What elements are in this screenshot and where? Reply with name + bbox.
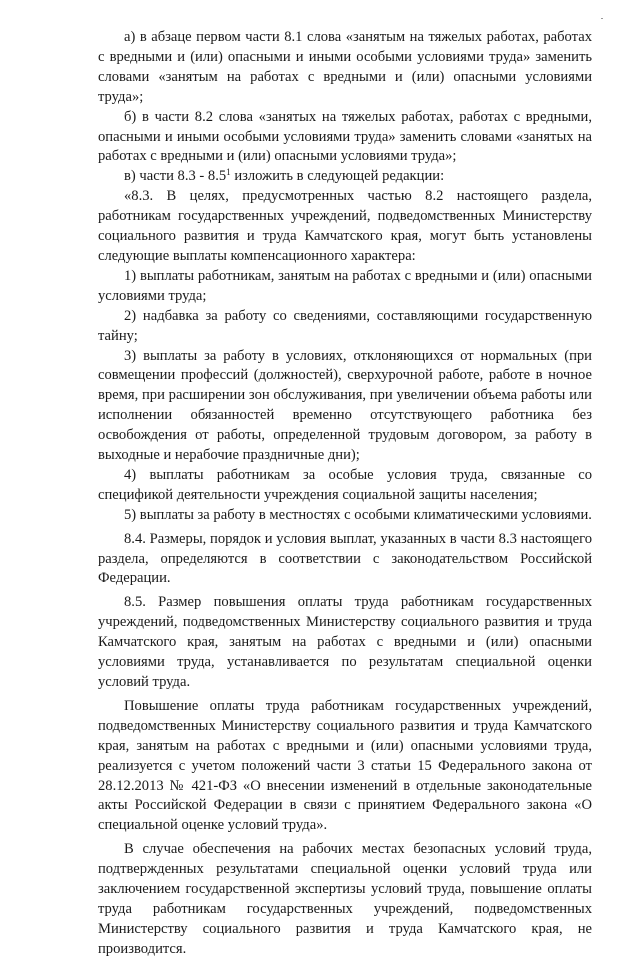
list-item-3: 3) выплаты за работу в условиях, отклоняющихся от нормальных (при совмещении профессий (должностей), сверхурочной работе, работе в ночное время, при расширении зон обслуживания, при увеличении объема работы или исполнении обязанностей временно отсутствующего работника без освобождения от работы, определенной трудовым договором, за работу в выходные и нерабочие праздничные дни); [98,347,592,464]
paragraph-pay-increase: Повышение оплаты труда работникам государственных учреждений, подведомственных Министерству социального развития и труда Камчатского края, занятым на работах с вредными и (или) опасными условиями труда, реализуется с учетом положений части 3 статьи 15 Федерального закона от 28.12.2013 № 421-ФЗ «О внесении изменений в отдельные законодательные акты Российской Федерации в связи с принятием Федерального закона «О специальной оценке условий труда». [98,697,592,834]
paragraph-section-8-5: 8.5. Размер повышения оплаты труда работникам государственных учреждений, подведомственных Министерству социального развития и труда Камчатского края, занятым на работах с вредными и (или) опасными условиями труда, устанавливается по результатам специальной оценки условий труда. [98,594,592,690]
paragraph-section-8-3: «8.3. В целях, предусмотренных частью 8.2 настоящего раздела, работникам государственных учреждений, подведомственных Министерству социального развития и труда Камчатского края, могут быть установлены следующие выплаты компенсационного характера: [98,188,592,264]
list-item-1: 1) выплаты работникам, занятым на работах с вредными и (или) опасными условиями труда; [98,267,592,304]
amendment-c-tail: изложить в следующей редакции: [230,168,445,185]
scan-mark [601,18,603,19]
paragraph-section-8-4: 8.4. Размеры, порядок и условия выплат, указанных в части 8.3 настоящего раздела, определяются в соответствии с законодательством Российской Федерации. [98,530,592,587]
footnote-superscript: 1 [226,167,231,178]
list-item-2: 2) надбавка за работу со сведениями, составляющими государственную тайну; [98,307,592,344]
paragraph-amendment-c [98,167,592,187]
list-item-4: 4) выплаты работникам за особые условия труда, связанные со спецификой деятельности учреждения социальной защиты населения; [98,466,592,503]
amendment-c-text: в) части 8.3 - 8.5 [124,168,227,185]
paragraph-amendment-b: б) в части 8.2 слова «занятых на тяжелых работах, работах с вредными, опасными и иными особыми условиями труда» заменить словами «занятых на работах с вредными и (или) опасными условиями труда»; [98,108,592,165]
list-item-5: 5) выплаты за работу в местностях с особыми климатическими условиями. [124,506,592,523]
document-body [98,28,592,960]
paragraph-safe-conditions: В случае обеспечения на рабочих местах безопасных условий труда, подтвержденных результатами специальной оценки условий труда или заключением государственной экспертизы условий труда, повышение оплаты труда работникам государственных учреждений, подведомственных Министерству социального развития и труда Камчатского края, не производится. [98,841,592,957]
paragraph-amendment-a: а) в абзаце первом части 8.1 слова «занятым на тяжелых работах, работах с вредными и (или) опасными и иными особыми условиями труда» заменить словами «занятым на работах с вредными и (или) опасными условиями труда»; [98,29,592,105]
